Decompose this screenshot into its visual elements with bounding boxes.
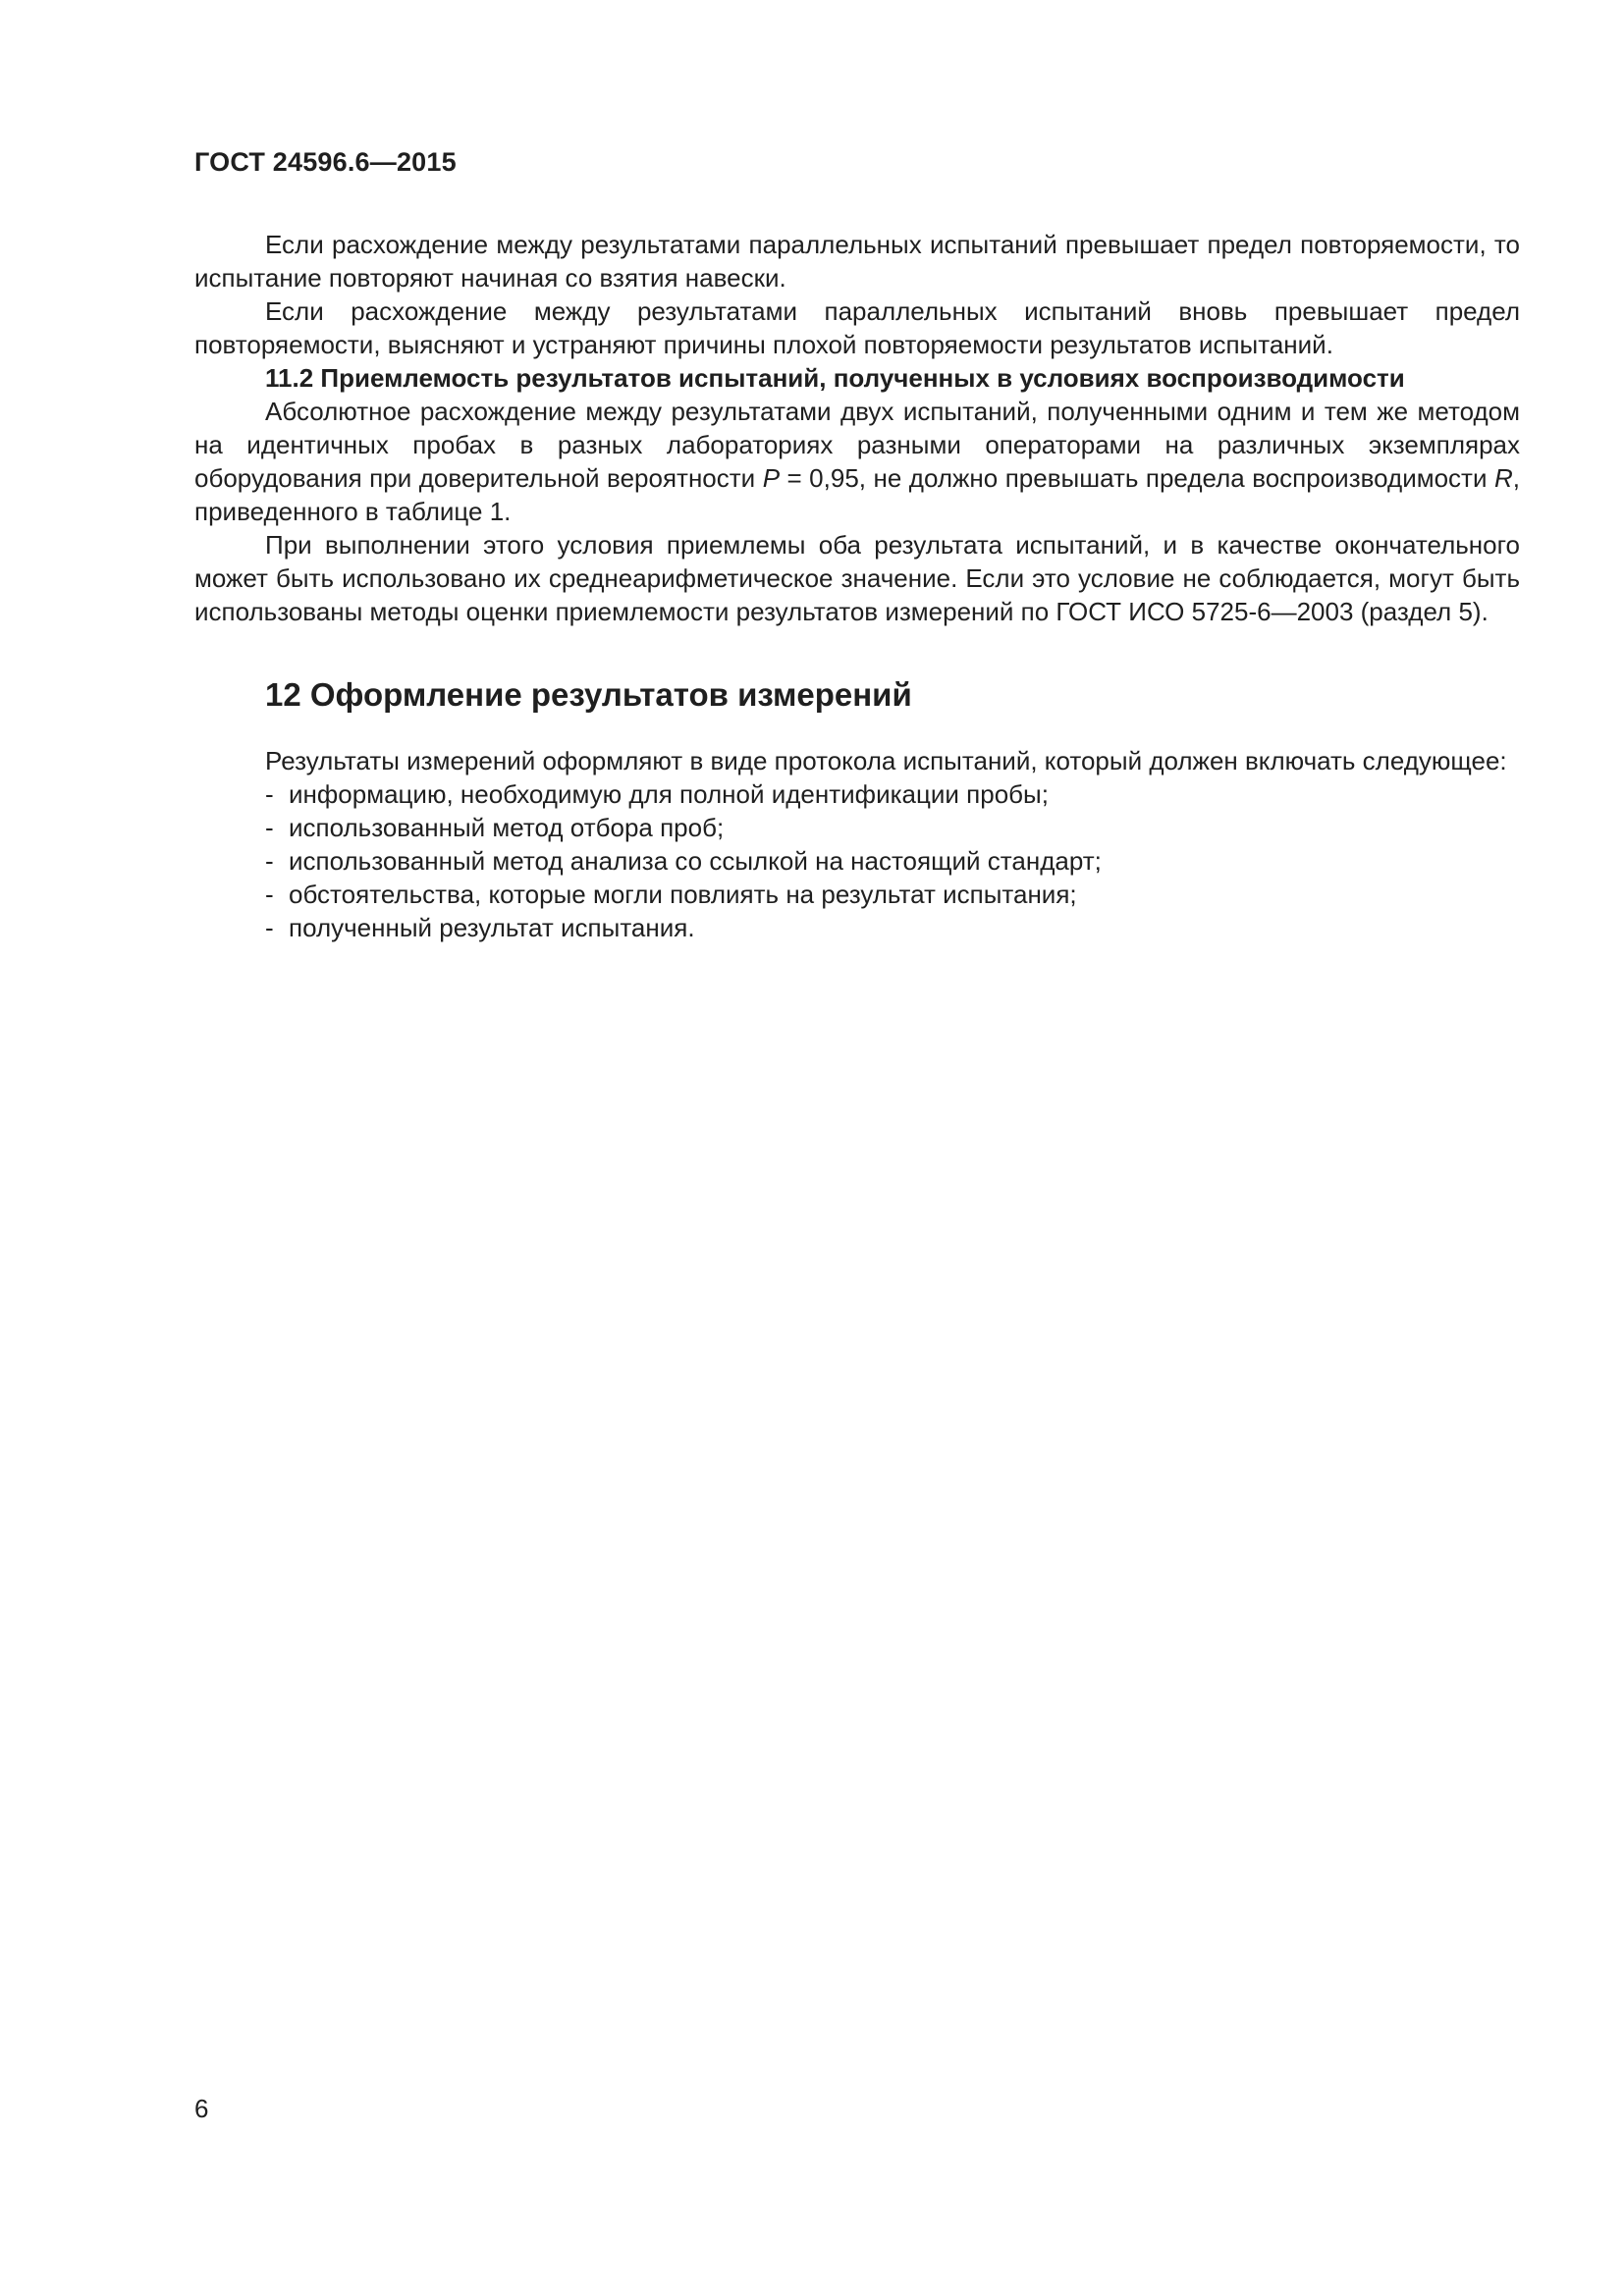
paragraph-protocol-intro: Результаты измерений оформляют в виде протокола испытаний, который должен включать следующее: [265, 746, 1507, 775]
variable-r: R [1493, 463, 1513, 493]
list-item-text: полученный результат испытания. [289, 913, 695, 942]
list-item [265, 911, 1520, 944]
list-item-text: использованный метод анализа со ссылкой на настоящий стандарт; [289, 846, 1102, 876]
subsection-title-11-2: 11.2 Приемлемость результатов испытаний, полученных в условиях воспроизводимости [265, 363, 1405, 393]
list-dash: - [265, 913, 274, 942]
page-number: 6 [194, 2094, 209, 2123]
list-dash: - [265, 813, 274, 842]
list-item [265, 777, 1520, 811]
list-item-text: обстоятельства, которые могли повлиять на результат испытания; [289, 880, 1077, 909]
paragraph-repeatability-exceeded: Если расхождение между результатами параллельных испытаний превышает предел повторяемости, то испытание повторяют начиная со взятия навески. [194, 230, 1520, 293]
section-title-12: 12 Оформление результатов измерений [265, 676, 912, 713]
list-dash: - [265, 846, 274, 876]
paragraph-repeatability-exceeded-again: Если расхождение между результатами параллельных испытаний вновь превышает предел повторяемости, выясняют и устраняют причины плохой повторяемости результатов испытаний. [194, 296, 1520, 359]
document-body [194, 228, 1520, 944]
text-segment: Абсолютное расхождение между результатами двух испытаний, полученными одним и тем же методом на идентичных пробах в разных лабораториях разными операторами на различных экземплярах оборудования при доверительной вероятности [194, 397, 1520, 493]
paragraph-acceptability: При выполнении этого условия приемлемы оба результата испытаний, и в качестве окончательного может быть использовано их среднеарифметическое значение. Если это условие не соблюдается, могут быть использованы методы оценки приемлемости результатов измерений по ГОСТ ИСО 5725-6—2003 (раздел 5). [194, 530, 1520, 626]
list-item-text: информацию, необходимую для полной идентификации пробы; [289, 779, 1049, 809]
list-dash: - [265, 779, 274, 809]
list-item-text: использованный метод отбора проб; [289, 813, 725, 842]
document-header: ГОСТ 24596.6—2015 [194, 147, 457, 177]
text-segment: = 0,95, не должно превышать предела воспроизводимости [780, 463, 1494, 493]
variable-p: P [762, 463, 781, 493]
protocol-contents-list [194, 777, 1520, 944]
list-item [265, 844, 1520, 878]
list-dash: - [265, 880, 274, 909]
paragraph-reproducibility-limit [194, 395, 1520, 528]
list-item [265, 878, 1520, 911]
list-item [265, 811, 1520, 844]
text-segment: , приведенного в таблице 1. [194, 463, 1520, 526]
